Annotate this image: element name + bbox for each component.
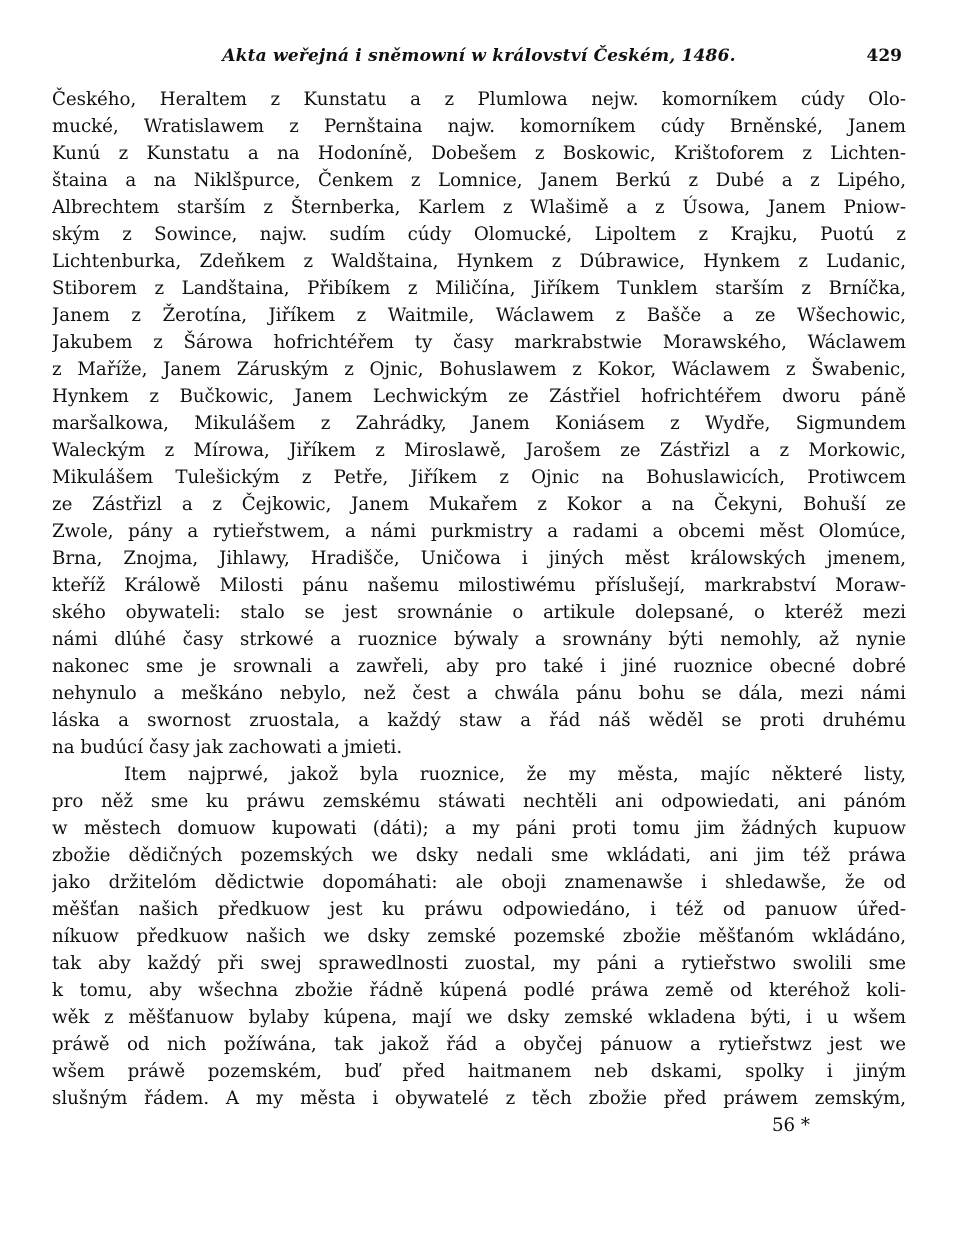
text-line: nehynulo a meškáno nebylo, než čest a chwála pánu bohu se dála, mezi námi: [52, 683, 906, 704]
text-line: zbožie dědičných pozemských we dsky nedali sme wkládati, ani jim též práwa: [52, 845, 906, 866]
text-line: ským z Sowince, najw. sudím cúdy Olomucké, Lipoltem z Krajku, Puotú z: [52, 224, 906, 245]
paragraph-1: [52, 86, 906, 761]
text-line: na budúcí časy jak zachowati a jmieti.: [52, 737, 403, 758]
text-line: mucké, Wratislawem z Pernštaina najw. komorníkem cúdy Brněnské, Janem: [52, 116, 906, 137]
text-line: nakonec sme je srownali a zawřeli, aby pro také i jiné ruoznice obecné dobré: [52, 656, 906, 677]
text-line: k tomu, aby wšechna zbožie řádně kúpená podlé práwa země od kteréhož koli-: [52, 980, 906, 1001]
signature-mark: 56 *: [771, 1115, 810, 1136]
document-page: [52, 40, 906, 1139]
text-line: wěk z měšťanuow bylaby kúpena, mají we dsky zemské wkladena býti, i u wšem: [52, 1007, 906, 1028]
running-title: Akta weřejná i sněmowní w království Českém, 1486.: [222, 46, 736, 66]
text-line: láska a swornost zruostala, a každý staw a řád náš wěděl se proti druhému: [52, 710, 906, 731]
body-text: [52, 86, 906, 1139]
page-header: [52, 40, 906, 76]
text-line: z Maříže, Janem Záruským z Ojnic, Bohuslawem z Kokor, Wáclawem z Šwabenic,: [52, 359, 906, 380]
text-line: maršalkowa, Mikulášem z Zahrádky, Janem Koniásem z Wydře, Sigmundem: [52, 413, 906, 434]
text-line: tak aby každý při swej sprawedlnosti zuostal, my páni a rytieřstwo swolili sme: [52, 953, 906, 974]
text-line: jako držitelóm dědictwie dopomáhati: ale oboji znamenawše i shledawše, že od: [52, 872, 906, 893]
text-line: Hynkem z Bučkowic, Janem Lechwickým ze Zástřiel hofrichtéřem dworu páně: [52, 386, 906, 407]
text-line: pro něž sme ku práwu zemskému stáwati nechtěli ani odpowiedati, ani pánóm: [52, 791, 906, 812]
text-line: slušným řádem. A my města i obywatelé z těch zbožie před práwem zemským,: [52, 1088, 906, 1109]
text-line: wšem práwě pozemském, buď před haitmanem neb dskami, spolky i jiným: [52, 1061, 906, 1082]
text-line: Albrechtem starším z Šternberka, Karlem z Wlašimě a z Úsowa, Janem Pniow-: [52, 197, 906, 218]
paragraph-2: [52, 761, 906, 1112]
text-line: ského obywateli: stalo se jest srownánie o artikule dolepsané, o kteréž mezi: [52, 602, 906, 623]
text-line: Item najprwé, jakož byla ruoznice, že my města, majíc některé listy,: [124, 764, 906, 785]
text-line: kteříž Králowě Milosti pánu našemu milostiwému příslušejí, markrabství Moraw-: [52, 575, 906, 596]
text-line: Kunú z Kunstatu a na Hodoníně, Dobešem z Boskowic, Krištoforem z Lichten-: [52, 143, 906, 164]
text-line: práwě od nich požíwána, tak jakož řád a obyčej pánuow a rytieřstwz jest we: [52, 1034, 906, 1055]
text-line: námi dlúhé časy strkowé a ruoznice býwaly a srownány býti nemohly, až nynie: [52, 629, 906, 650]
text-line: Jakubem z Šárowa hofrichtéřem ty časy markrabstwie Morawského, Wáclawem: [52, 332, 906, 353]
text-line: Brna, Znojma, Jihlawy, Hradišče, Uničowa i jiných měst králowských jmenem,: [52, 548, 906, 569]
text-line: w městech domuow kupowati (dáti); a my páni proti tomu jim žádných kupuow: [52, 818, 906, 839]
page-number: 429: [866, 46, 902, 66]
text-line: štaina a na Niklšpurce, Čenkem z Lomnice, Janem Berkú z Dubé a z Lipého,: [52, 170, 906, 191]
text-line: Stiborem z Landštaina, Přibíkem z Miličína, Jiříkem Tunklem starším z Brníčka,: [52, 278, 906, 299]
text-line: Zwole, pány a rytieřstwem, a námi purkmistry a radami a obcemi měst Olomúce,: [52, 521, 906, 542]
text-line: Českého, Heraltem z Kunstatu a z Plumlowa nejw. komorníkem cúdy Olo-: [52, 89, 906, 110]
text-line: Mikulášem Tulešickým z Petře, Jiříkem z Ojnic na Bohuslawicích, Protiwcem: [52, 467, 906, 488]
text-line: Waleckým z Mírowa, Jiříkem z Miroslawě, Jarošem ze Zástřizl a z Morkowic,: [52, 440, 906, 461]
text-line: měšťan našich předkuow jest ku práwu odpowiedáno, i též od panuow úřed-: [52, 899, 906, 920]
text-line: níkuow předkuow našich we dsky zemské pozemské zbožie měšťanóm wkládáno,: [52, 926, 906, 947]
text-line: Lichtenburka, Zdeňkem z Waldštaina, Hynkem z Dúbrawice, Hynkem z Ludanic,: [52, 251, 906, 272]
text-line: ze Zástřizl a z Čejkowic, Janem Mukařem z Kokor a na Čekyni, Bohuší ze: [52, 494, 906, 515]
text-line: Janem z Žerotína, Jiříkem z Waitmile, Wáclawem z Bašče a ze Wšechowic,: [52, 305, 906, 326]
